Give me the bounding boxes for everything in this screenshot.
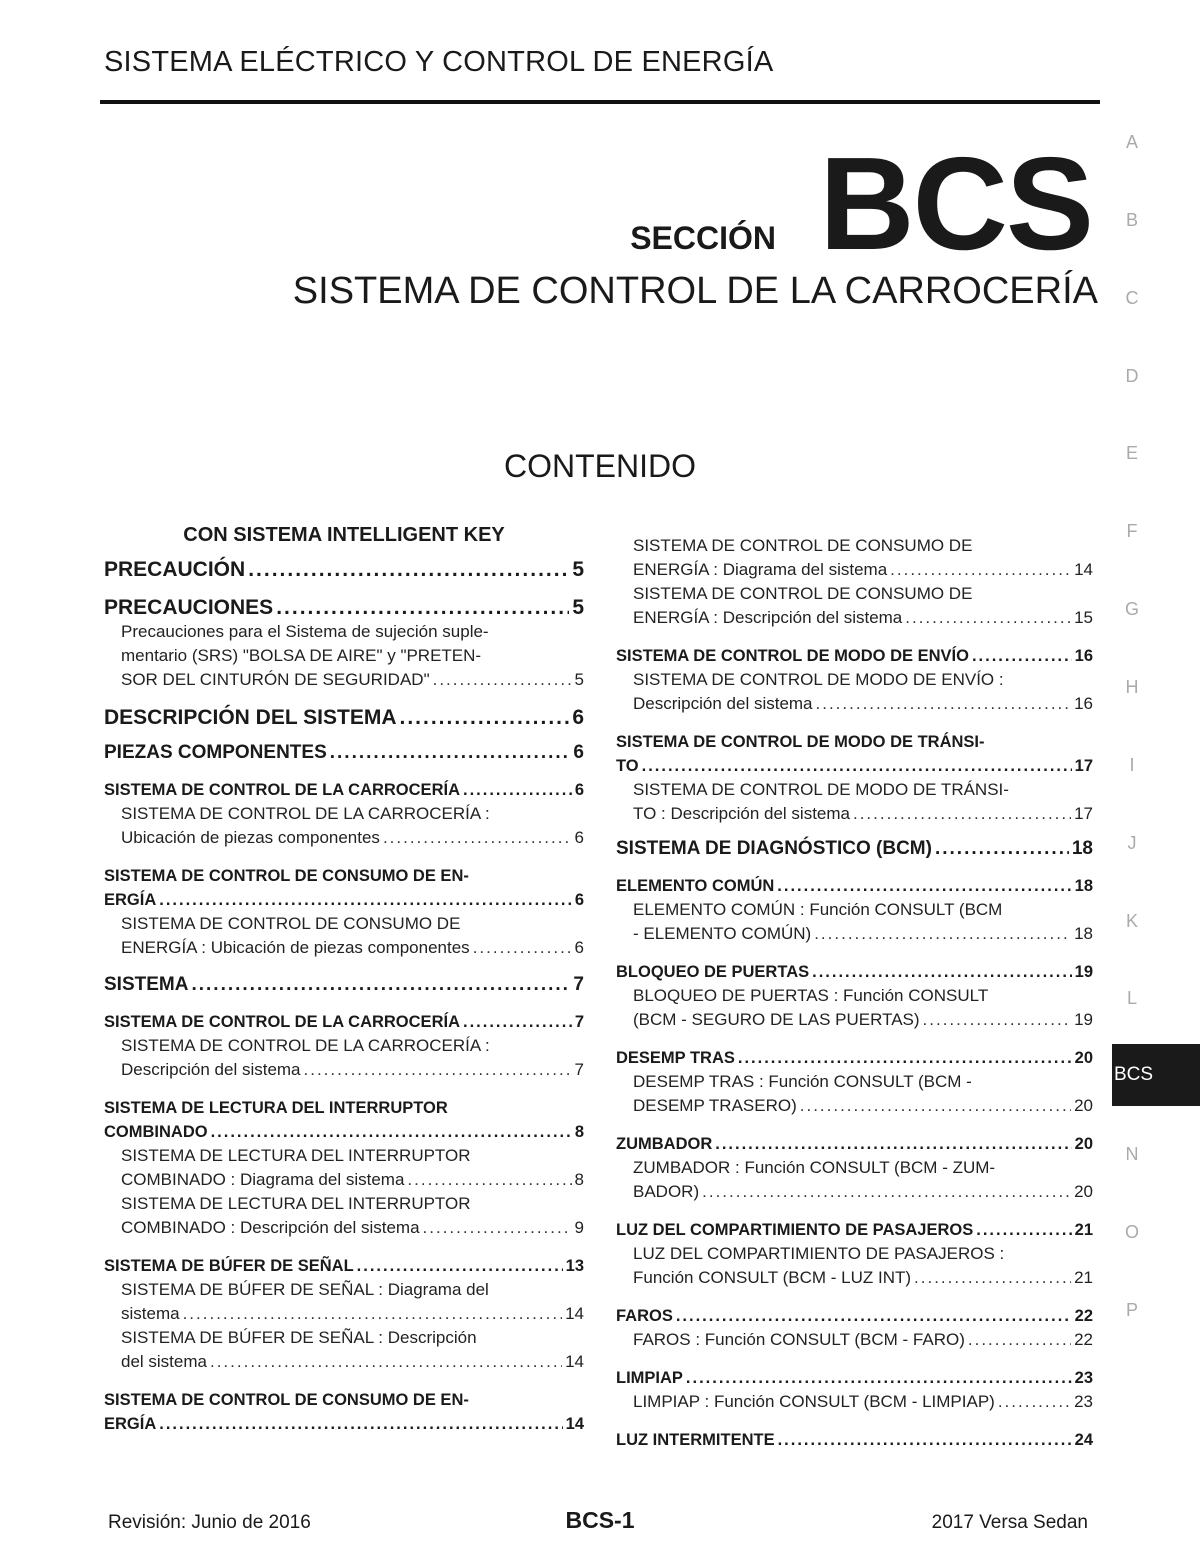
section-index-letter[interactable]: G [1124,599,1139,619]
toc-entry [104,778,584,850]
section-index-letter[interactable]: J [1127,833,1137,853]
toc-subentry-link[interactable] [616,802,1093,826]
toc-page-number: 14 [565,1352,584,1371]
toc-page-number: 5 [574,670,584,689]
section-index-letter[interactable]: O [1124,1222,1139,1242]
toc-subentry-line: BLOQUEO DE PUERTAS : Función CONSULT [633,986,989,1005]
toc-entry [104,1010,584,1082]
toc-page-number: 20 [1074,1096,1093,1115]
section-index-letter[interactable]: L [1126,988,1137,1008]
toc-entry-title: PRECAUCIONES [104,596,274,619]
toc-page-number: 7 [574,1060,584,1079]
toc-entry [104,864,584,960]
toc-subentry-link[interactable] [104,668,584,692]
toc-entry-title: PIEZAS COMPONENTES [104,742,327,763]
toc-entry-link[interactable] [104,706,584,730]
toc-entry [104,558,584,582]
toc-subentry-line: mentario (SRS) "BOLSA DE AIRE" y "PRETEN- [121,646,482,665]
toc-page-number: 8 [574,1170,584,1189]
leader-dots [383,826,572,850]
toc-entry [616,1366,1093,1414]
section-index-letter[interactable]: B [1125,210,1138,230]
leader-dots [686,1366,1072,1390]
toc-entry-link[interactable] [616,1046,1093,1070]
toc-entry-link[interactable] [104,1010,584,1034]
toc-subentry-link[interactable] [616,922,1093,946]
toc-page-number: 23 [1074,1369,1093,1387]
section-index-tabs [1112,0,1200,1553]
toc-page-number: 21 [1074,1221,1093,1239]
header-rule [100,100,1100,104]
toc-page-number: 17 [1074,804,1093,823]
toc-entry-link[interactable] [104,596,584,620]
toc-entry-title: BLOQUEO DE PUERTAS [616,963,810,981]
toc-entry-link[interactable] [104,558,584,582]
leader-dots [211,1120,572,1144]
toc-subentry-title: Descripción del sistema [633,694,813,713]
toc-subentry-title: BADOR) [633,1182,700,1201]
toc-page-number: 6 [574,891,584,909]
toc-page-number: 17 [1074,757,1093,775]
toc-subentry-title: COMBINADO : Descripción del sistema [121,1218,420,1237]
toc-entry-title-line: SISTEMA DE LECTURA DEL INTERRUPTOR [104,1099,448,1117]
toc-subentry-title: Función CONSULT (BCM - LUZ INT) [633,1268,912,1287]
toc-subentry-title: Descripción del sistema [121,1060,301,1079]
toc-entry-title: LUZ DEL COMPARTIMIENTO DE PASAJEROS [616,1221,974,1239]
toc-page-number: 9 [574,1218,584,1237]
footer-model: 2017 Versa Sedan [931,1512,1088,1533]
toc-subentry-title: ENERGÍA : Descripción del sistema [633,608,903,627]
toc-entry-link[interactable] [616,1428,1093,1452]
toc-subentry-link[interactable] [104,1168,584,1192]
toc-entry-title: SISTEMA [104,974,189,995]
leader-dots [905,606,1071,630]
section-index-letter[interactable]: E [1125,443,1138,463]
toc-page-number: 20 [1074,1182,1093,1201]
leader-dots [972,644,1072,668]
toc-page-number: 14 [565,1415,584,1433]
toc-subentry-link[interactable] [616,1328,1093,1352]
toc-entry [104,1254,584,1374]
toc-page-number: 5 [572,558,584,581]
toc-entry-link[interactable] [616,1304,1093,1328]
toc-subentry-line: SISTEMA DE LECTURA DEL INTERRUPTOR [121,1194,471,1213]
leader-dots [923,1008,1072,1032]
toc-page-number: 5 [572,596,584,619]
leader-dots [890,558,1071,582]
toc-subentry-title: sistema [121,1304,180,1323]
section-title: SISTEMA DE CONTROL DE LA CARROCERÍA [292,270,1098,312]
toc-subentry-title: SOR DEL CINTURÓN DE SEGURIDAD" [121,670,430,689]
toc-subentry-line: SISTEMA DE BÚFER DE SEÑAL : Diagrama del [121,1280,489,1299]
toc-entry-title-line: SISTEMA DE CONTROL DE MODO DE TRÁNSI- [616,733,985,751]
toc-subentry-link[interactable] [616,1094,1093,1118]
toc-subentry-link[interactable] [616,1266,1093,1290]
toc-subentry-title: ENERGÍA : Ubicación de piezas componentes [121,938,470,957]
footer-revision: Revisión: Junio de 2016 [108,1512,311,1533]
toc-entry-title: ERGÍA [104,891,157,909]
toc-entry-title: ELEMENTO COMÚN [616,877,775,895]
toc-page-number: 18 [1071,838,1093,859]
toc-entry [104,596,584,692]
toc-subentry-title: - ELEMENTO COMÚN) [633,924,812,943]
toc-subentry-link[interactable] [104,1058,584,1082]
toc-page-number: 19 [1074,1010,1093,1029]
toc-subentry-title: Ubicación de piezas componentes [121,828,380,847]
toc-subentry-title: FAROS : Función CONSULT (BCM - FARO) [633,1330,965,1349]
toc-page-number: 19 [1074,963,1093,981]
toc-page-number: 16 [1074,647,1093,665]
section-label: SECCIÓN [630,220,776,256]
toc-page-number: 20 [1074,1135,1093,1153]
toc-subentry-link[interactable] [104,1216,584,1240]
toc-subentry-title: DESEMP TRASERO) [633,1096,797,1115]
toc-subentry-link[interactable] [104,1350,584,1374]
toc-subentry-link[interactable] [616,558,1093,582]
leader-dots [738,1046,1072,1070]
toc-entry-link[interactable] [104,742,584,764]
toc-page-number: 14 [1074,560,1093,579]
toc-entry-link[interactable] [616,1218,1093,1242]
toc-entry-title: ZUMBADOR [616,1135,713,1153]
footer-page-number: BCS-1 [565,1507,635,1533]
toc-entry-title: DESCRIPCIÓN DEL SISTEMA [104,706,397,729]
toc-entry-title: SISTEMA DE CONTROL DE LA CARROCERÍA [104,781,460,799]
toc-entry-link[interactable] [104,974,584,996]
toc-subentry-title: LIMPIAP : Función CONSULT (BCM - LIMPIAP) [633,1392,995,1411]
leader-dots [183,1302,563,1326]
toc-page-number: 18 [1074,877,1093,895]
leader-dots [159,888,572,912]
toc-entry [616,874,1093,946]
toc-page-number: 21 [1074,1268,1093,1287]
leader-dots [210,1350,562,1374]
toc-entry-link[interactable] [616,838,1093,860]
toc-subentry-link[interactable] [616,692,1093,716]
leader-dots [778,1428,1072,1452]
toc-entry [616,838,1093,860]
section-index-letter[interactable]: P [1125,1300,1138,1320]
leader-dots [853,802,1071,826]
toc-entry-title: ERGÍA [104,1415,157,1433]
toc-column-left [104,520,584,1436]
section-index-letter[interactable]: K [1125,911,1138,931]
leader-dots [276,596,569,620]
toc-entry-link[interactable] [104,1120,584,1144]
toc-entry [104,974,584,996]
toc-entry-title: DESEMP TRAS [616,1049,735,1067]
toc-entry [104,742,584,764]
toc-entry-link[interactable] [104,1254,584,1278]
toc-entry-link[interactable] [616,644,1093,668]
toc-entry-title: LIMPIAP [616,1369,683,1387]
leader-dots [715,1132,1071,1156]
toc-entry-link[interactable] [616,1132,1093,1156]
contents-title: CONTENIDO [504,448,696,484]
toc-subentry-link[interactable] [104,826,584,850]
toc-column-right [616,520,1093,1452]
section-index-letter[interactable]: N [1125,1144,1139,1164]
toc-entry [616,730,1093,826]
leader-dots [357,1254,563,1278]
toc-subentry-title: (BCM - SEGURO DE LAS PUERTAS) [633,1010,920,1029]
toc-entry-link[interactable] [616,1366,1093,1390]
leader-dots [777,874,1071,898]
toc-subentry-line: SISTEMA DE LECTURA DEL INTERRUPTOR [121,1146,471,1165]
toc-page-number: 6 [574,828,584,847]
leader-dots [800,1094,1071,1118]
toc-entry-link[interactable] [104,1412,584,1436]
leader-dots [330,742,571,764]
toc-entry [104,1096,584,1240]
section-index-letter[interactable]: C [1125,288,1139,308]
leader-dots [423,1216,572,1240]
toc-entry [616,534,1093,630]
leader-dots [407,1168,571,1192]
toc-entry [616,1304,1093,1352]
toc-entry-title: SISTEMA DE CONTROL DE LA CARROCERÍA [104,1013,460,1031]
leader-dots [816,692,1072,716]
toc-subentry-line: DESEMP TRAS : Función CONSULT (BCM - [633,1072,972,1091]
toc-page-number: 7 [573,974,584,995]
toc-entry-title: SISTEMA DE DIAGNÓSTICO (BCM) [616,838,932,859]
toc-entry-title: SISTEMA DE BÚFER DE SEÑAL [104,1257,354,1275]
toc-subentry-title: TO : Descripción del sistema [633,804,850,823]
leader-dots [935,838,1069,860]
toc-page-number: 22 [1074,1307,1093,1325]
section-index-letter[interactable]: F [1126,521,1138,541]
toc-page-number: 6 [574,938,584,957]
leader-dots [998,1390,1071,1414]
leader-dots [642,754,1072,778]
toc-page-number: 6 [572,706,584,729]
toc-entry-link[interactable] [616,754,1093,778]
toc-entry-title-line: SISTEMA DE CONTROL DE CONSUMO DE EN- [104,1391,469,1409]
toc-subentry-line: SISTEMA DE CONTROL DE CONSUMO DE [633,584,973,603]
section-index-letter[interactable]: A [1125,132,1138,152]
toc-page-number: 16 [1074,694,1093,713]
toc-subentry-link[interactable] [616,1180,1093,1204]
section-code: BCS [819,130,1092,277]
section-index-letter[interactable]: D [1125,366,1139,386]
leader-dots [702,1180,1071,1204]
toc-entry [616,1428,1093,1452]
toc-subentry-title: COMBINADO : Diagrama del sistema [121,1170,405,1189]
toc-entry [616,1132,1093,1204]
toc-page-number: 22 [1074,1330,1093,1349]
leader-dots [463,1010,572,1034]
leader-dots [433,668,572,692]
leader-dots [968,1328,1071,1352]
section-index-letter[interactable]: I [1129,755,1135,775]
toc-page-number: 14 [565,1304,584,1323]
toc-entry [616,644,1093,716]
toc-subentry-line: SISTEMA DE CONTROL DE CONSUMO DE [121,914,461,933]
toc-entry-title: SISTEMA DE CONTROL DE MODO DE ENVÍO [616,647,969,665]
toc-entry-link[interactable] [616,960,1093,984]
leader-dots [676,1304,1072,1328]
leader-dots [473,936,572,960]
toc-subentry-link[interactable] [616,606,1093,630]
toc-entry-title: COMBINADO [104,1123,208,1141]
leader-dots [191,974,570,996]
toc-subentry-line: SISTEMA DE BÚFER DE SEÑAL : Descripción [121,1328,477,1347]
leader-dots [304,1058,572,1082]
toc-group-heading: CON SISTEMA INTELLIGENT KEY [183,524,505,546]
leader-dots [812,960,1072,984]
toc-subentry-line: Precauciones para el Sistema de sujeción suple- [121,622,489,641]
toc-page-number: 24 [1074,1431,1093,1449]
toc-subentry-link[interactable] [104,936,584,960]
toc-subentry-line: SISTEMA DE CONTROL DE MODO DE ENVÍO : [633,670,1004,689]
toc-entry-title: TO [616,757,639,775]
toc-entry [616,1046,1093,1118]
toc-entry [104,1388,584,1436]
running-header: SISTEMA ELÉCTRICO Y CONTROL DE ENERGÍA [104,46,774,78]
toc-entry-title-line: SISTEMA DE CONTROL DE CONSUMO DE EN- [104,867,469,885]
leader-dots [976,1218,1071,1242]
toc-page-number: 13 [565,1257,584,1275]
toc-subentry-title: del sistema [121,1352,207,1371]
toc-page-number: 23 [1074,1392,1093,1411]
toc-page-number: 6 [574,781,584,799]
toc-subentry-line: SISTEMA DE CONTROL DE CONSUMO DE [633,536,973,555]
toc-subentry-link[interactable] [616,1008,1093,1032]
toc-page-number: 6 [573,742,584,763]
toc-entry-link[interactable] [104,888,584,912]
leader-dots [914,1266,1071,1290]
toc-subentry-line: SISTEMA DE CONTROL DE LA CARROCERÍA : [121,804,490,823]
toc-entry-link[interactable] [616,874,1093,898]
toc-subentry-link[interactable] [616,1390,1093,1414]
toc-page-number: 18 [1074,924,1093,943]
section-index-letter[interactable]: H [1125,677,1139,697]
toc-page-number: 20 [1074,1049,1093,1067]
toc-page-number: 7 [574,1013,584,1031]
toc-page-number: 15 [1074,608,1093,627]
toc-entry [104,706,584,730]
leader-dots [159,1412,562,1436]
toc-entry [616,1218,1093,1290]
toc-subentry-line: ZUMBADOR : Función CONSULT (BCM - ZUM- [633,1158,996,1177]
leader-dots [399,706,569,730]
toc-entry-title: PRECAUCIÓN [104,558,246,581]
toc-subentry-line: SISTEMA DE CONTROL DE MODO DE TRÁNSI- [633,780,1009,799]
leader-dots [248,558,569,582]
toc-entry-link[interactable] [104,778,584,802]
toc-entry-title: FAROS [616,1307,673,1325]
toc-subentry-line: SISTEMA DE CONTROL DE LA CARROCERÍA : [121,1036,490,1055]
toc-subentry-line: LUZ DEL COMPARTIMIENTO DE PASAJEROS : [633,1244,1005,1263]
section-tab-active[interactable] [1112,1044,1200,1106]
toc-subentry-title: ENERGÍA : Diagrama del sistema [633,560,888,579]
toc-entry-title: LUZ INTERMITENTE [616,1431,775,1449]
section-tab-label: BCS [1114,1064,1154,1085]
toc-entry [616,960,1093,1032]
toc-subentry-line: ELEMENTO COMÚN : Función CONSULT (BCM [633,900,1003,919]
toc-page-number: 8 [574,1123,584,1141]
leader-dots [814,922,1071,946]
toc-subentry-link[interactable] [104,1302,584,1326]
leader-dots [463,778,572,802]
